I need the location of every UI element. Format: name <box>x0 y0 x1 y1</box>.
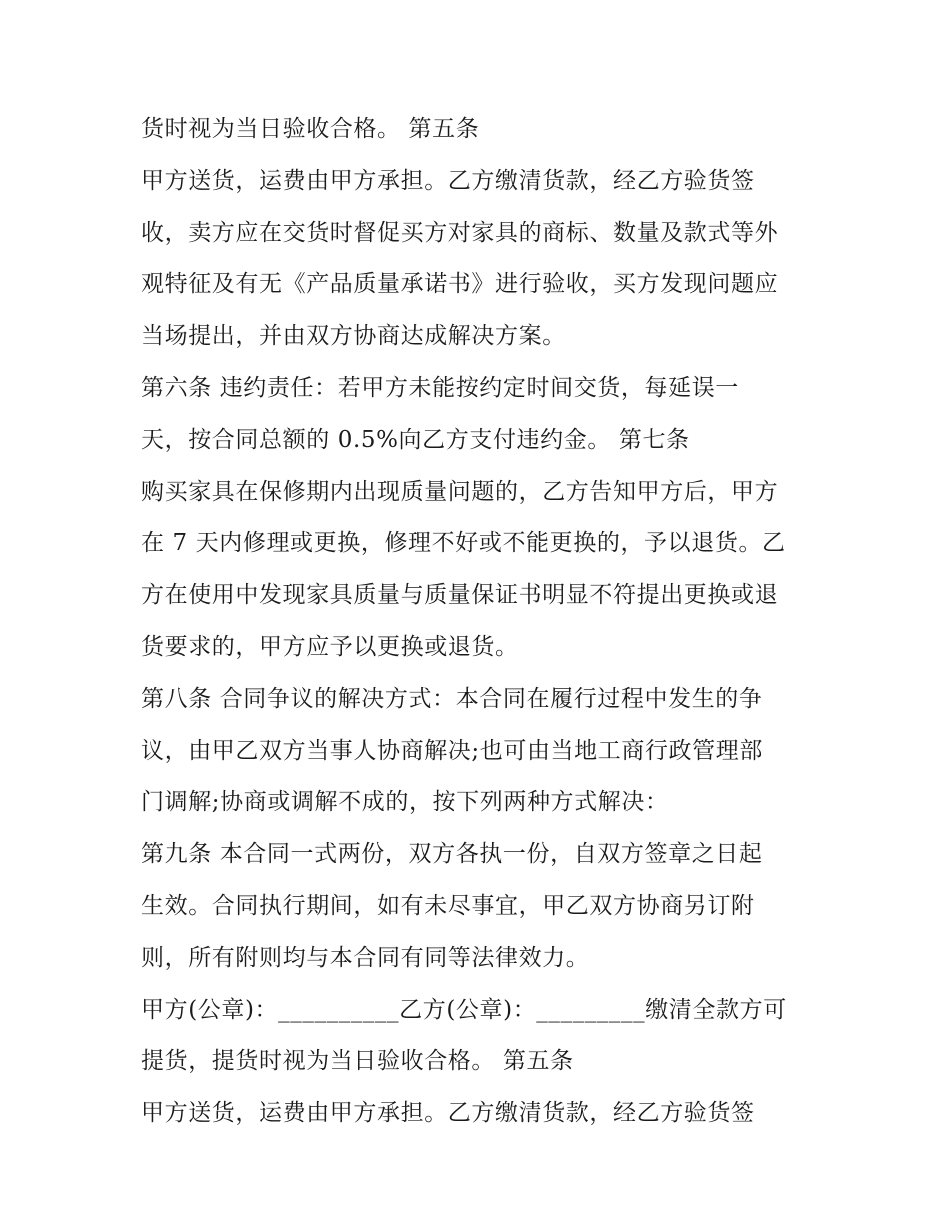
signature-line: 甲方(公章)：__________乙方(公章)：_________缴清全款方可 <box>141 996 787 1023</box>
text-line: 收，卖方应在交货时督促买方对家具的商标、数量及款式等外 <box>141 219 779 246</box>
text-line: 观特征及有无《产品质量承诺书》进行验收，买方发现问题应 <box>141 271 779 298</box>
text-line: 门调解;协商或调解不成的，按下列两种方式解决： <box>141 789 669 816</box>
text-line: 方在使用中发现家具质量与质量保证书明显不符提出更换或退 <box>141 582 779 609</box>
text-line: 提货，提货时视为当日验收合格。 第五条 <box>141 1048 574 1075</box>
document-body <box>141 108 831 1144</box>
text-line: 当场提出，并由双方协商达成解决方案。 <box>141 323 566 350</box>
text-line: 第六条 违约责任：若甲方未能按约定时间交货，每延误一 <box>141 374 739 401</box>
text-line: 议，由甲乙双方当事人协商解决;也可由当地工商行政管理部 <box>141 737 763 764</box>
text-line: 甲方送货，运费由甲方承担。乙方缴清货款，经乙方验货签 <box>141 1100 755 1127</box>
text-line: 货时视为当日验收合格。 第五条 <box>141 116 480 142</box>
text-line: 在 7 天内修理或更换，修理不好或不能更换的，予以退货。乙 <box>141 530 786 557</box>
text-line: 货要求的，甲方应予以更换或退货。 <box>141 633 519 660</box>
text-line: 第八条 合同争议的解决方式：本合同在履行过程中发生的争 <box>141 685 763 712</box>
text-line: 则，所有附则均与本合同有同等法律效力。 <box>141 944 590 971</box>
text-line: 第九条 本合同一式两份，双方各执一份，自双方签章之日起 <box>141 841 763 868</box>
text-line: 生效。合同执行期间，如有未尽事宜，甲乙双方协商另订附 <box>141 892 755 919</box>
text-line: 购买家具在保修期内出现质量问题的，乙方告知甲方后，甲方 <box>141 478 779 505</box>
text-line: 天，按合同总额的 0.5%向乙方支付违约金。 第七条 <box>141 426 690 453</box>
text-line: 甲方送货，运费由甲方承担。乙方缴清货款，经乙方验货签 <box>141 167 755 194</box>
